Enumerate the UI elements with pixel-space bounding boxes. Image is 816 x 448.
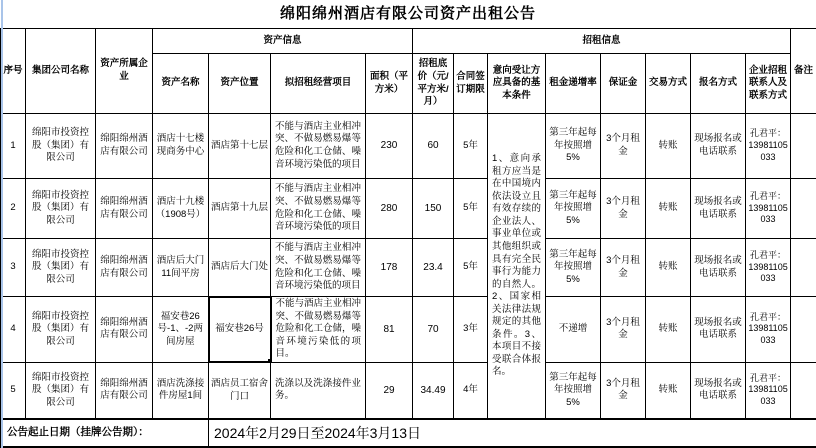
cell-enterprise[interactable]: 绵阳绵州酒店有限公司 xyxy=(96,297,153,363)
frozen-pane-edge xyxy=(1,0,3,448)
cell-area[interactable]: 230 xyxy=(366,114,413,179)
cell-registration[interactable]: 现场报名或电话联系 xyxy=(691,362,746,419)
cell-seq[interactable]: 4 xyxy=(1,297,26,363)
cell-deposit[interactable]: 3个月租金 xyxy=(601,239,646,297)
cell-business[interactable]: 不能与酒店主业相冲突、不做易燃易爆等危险和化工仓储、噪音环境污染低的项目 xyxy=(271,239,366,297)
cell-remark[interactable] xyxy=(791,114,816,179)
cell-asset-name[interactable]: 酒店十七楼现商务中心 xyxy=(153,114,209,179)
cell-asset-location[interactable]: 酒店第十七层 xyxy=(209,114,271,179)
cell-area[interactable]: 280 xyxy=(366,179,413,239)
cell-remark[interactable] xyxy=(791,239,816,297)
cell-remark[interactable] xyxy=(791,179,816,239)
announcement-title: 绵阳绵州酒店有限公司资产出租公告 xyxy=(279,5,536,22)
cell-transaction[interactable]: 转账 xyxy=(646,297,691,363)
cell-asset-location[interactable]: 福安巷26号 xyxy=(209,297,271,363)
cell-rent-increase[interactable]: 不递增 xyxy=(546,297,601,363)
cell-rent-increase[interactable]: 第三年起每年按照增5% xyxy=(546,239,601,297)
table-row xyxy=(1,362,816,419)
group-header-leasing-info: 招租信息 xyxy=(413,29,791,54)
col-header-transaction: 交易方式 xyxy=(646,54,691,114)
table-row xyxy=(1,114,816,179)
cell-group[interactable]: 绵阳市投资控股（集团）有限公司 xyxy=(26,114,96,179)
cell-asset-name[interactable]: 福安巷26号-1、-2两间房屋 xyxy=(153,297,209,363)
cell-enterprise[interactable]: 绵阳绵州酒店有限公司 xyxy=(96,114,153,179)
cell-intent-conditions[interactable]: 1、意向承租方应当是在中国境内依法设立且有效存续的企业法人、事业单位或其他组织或具有完全民事行为能力的自然人。2、国家相关法律法规规定的其他条件。3、本项目不接受联合体报名。 xyxy=(488,114,546,420)
announcement-period-value[interactable]: 2024年2月29日至2024年3月13日 xyxy=(209,419,816,447)
cell-group[interactable]: 绵阳市投资控股（集团）有限公司 xyxy=(26,297,96,363)
cell-base-price[interactable]: 60 xyxy=(413,114,454,179)
col-header-area: 面积（平方米） xyxy=(366,54,413,114)
cell-remark[interactable] xyxy=(791,362,816,419)
cell-seq[interactable]: 1 xyxy=(1,114,26,179)
cell-business[interactable]: 洗涤以及洗涤接件业务。 xyxy=(271,362,366,419)
cell-enterprise[interactable]: 绵阳绵州酒店有限公司 xyxy=(96,362,153,419)
announcement-period-label: 公告起止日期（挂牌公告期）： xyxy=(1,419,209,447)
cell-registration[interactable]: 现场报名或电话联系 xyxy=(691,239,746,297)
cell-base-price[interactable]: 150 xyxy=(413,179,454,239)
cell-registration[interactable]: 现场报名或电话联系 xyxy=(691,297,746,363)
group-header-asset-info: 资产信息 xyxy=(153,29,413,54)
cell-asset-name[interactable]: 酒店后大门11间平房 xyxy=(153,239,209,297)
col-header-contact: 企业招租联系人及联系方式 xyxy=(746,54,791,114)
table-body xyxy=(1,114,816,420)
cell-deposit[interactable]: 3个月租金 xyxy=(601,297,646,363)
cell-contract-term[interactable]: 5年 xyxy=(454,239,488,297)
cell-deposit[interactable]: 3个月租金 xyxy=(601,362,646,419)
col-header-asset-name: 资产名称 xyxy=(153,54,209,114)
cell-registration[interactable]: 现场报名或电话联系 xyxy=(691,114,746,179)
cell-contract-term[interactable]: 3年 xyxy=(454,297,488,363)
cell-enterprise[interactable]: 绵阳绵州酒店有限公司 xyxy=(96,239,153,297)
col-header-enterprise: 资产所属企业 xyxy=(96,29,153,114)
col-header-remark: 备注 xyxy=(791,29,816,114)
cell-business[interactable]: 不能与酒店主业相冲突、不做易燃易爆等危险和化工仓储、噪音环境污染低的项目 xyxy=(271,114,366,179)
cell-base-price[interactable]: 23.4 xyxy=(413,239,454,297)
cell-asset-name[interactable]: 酒店十九楼（1908号） xyxy=(153,179,209,239)
cell-base-price[interactable]: 70 xyxy=(413,297,454,363)
cell-business[interactable]: 不能与酒店主业相冲突、不做易燃易爆等危险和化工仓储，噪音环境污染低的项目。 xyxy=(271,297,366,363)
col-header-seq: 序号 xyxy=(1,29,26,114)
cell-transaction[interactable]: 转账 xyxy=(646,239,691,297)
cell-asset-location[interactable]: 酒店后大门处 xyxy=(209,239,271,297)
cell-rent-increase[interactable]: 第三年起每年按照增5% xyxy=(546,179,601,239)
col-header-registration: 报名方式 xyxy=(691,54,746,114)
col-header-business: 拟招租经营项目 xyxy=(271,54,366,114)
col-header-intent: 意向受让方应具备的基本条件 xyxy=(488,54,546,114)
cell-registration[interactable]: 现场报名或电话联系 xyxy=(691,179,746,239)
col-header-asset-location: 资产位置 xyxy=(209,54,271,114)
cell-asset-location[interactable]: 酒店员工宿舍门口 xyxy=(209,362,271,419)
col-header-rent-increase: 租金递增率 xyxy=(546,54,601,114)
cell-seq[interactable]: 5 xyxy=(1,362,26,419)
table-row xyxy=(1,239,816,297)
cell-contact[interactable]: 孔君平：13981105033 xyxy=(746,297,791,363)
col-header-deposit: 保证金 xyxy=(601,54,646,114)
cell-area[interactable]: 29 xyxy=(366,362,413,419)
cell-group[interactable]: 绵阳市投资控股（集团）有限公司 xyxy=(26,179,96,239)
cell-seq[interactable]: 3 xyxy=(1,239,26,297)
cell-transaction[interactable]: 转账 xyxy=(646,362,691,419)
cell-enterprise[interactable]: 绵阳绵州酒店有限公司 xyxy=(96,179,153,239)
cell-seq[interactable]: 2 xyxy=(1,179,26,239)
cell-group[interactable]: 绵阳市投资控股（集团）有限公司 xyxy=(26,239,96,297)
cell-asset-name[interactable]: 酒店洗涤接件房屋1间 xyxy=(153,362,209,419)
lease-announcement-table xyxy=(0,28,816,448)
cell-rent-increase[interactable]: 第三年起每年按照增5% xyxy=(546,362,601,419)
cell-contact[interactable]: 孔君平：13981105033 xyxy=(746,239,791,297)
cell-area[interactable]: 81 xyxy=(366,297,413,363)
cell-area[interactable]: 178 xyxy=(366,239,413,297)
cell-contact[interactable]: 孔君平：13981105033 xyxy=(746,179,791,239)
cell-rent-increase[interactable]: 第三年起每年按照增5% xyxy=(546,114,601,179)
cell-asset-location[interactable]: 酒店第十九层 xyxy=(209,179,271,239)
table-row xyxy=(1,179,816,239)
cell-contract-term[interactable]: 5年 xyxy=(454,179,488,239)
cell-contract-term[interactable]: 5年 xyxy=(454,114,488,179)
col-header-contract-term: 合同签订期限 xyxy=(454,54,488,114)
cell-business[interactable]: 不能与酒店主业相冲突、不做易燃易爆等危险和化工仓储、噪音环境污染低的项目 xyxy=(271,179,366,239)
cell-base-price[interactable]: 34.49 xyxy=(413,362,454,419)
col-header-group-company: 集团公司名称 xyxy=(26,29,96,114)
cell-transaction[interactable]: 转账 xyxy=(646,114,691,179)
cell-contact[interactable]: 孔君平：13981105033 xyxy=(746,362,791,419)
cell-remark[interactable] xyxy=(791,297,816,363)
table-row xyxy=(1,297,816,363)
cell-deposit[interactable]: 3个月租金 xyxy=(601,114,646,179)
cell-group[interactable]: 绵阳市投资控股（集团）有限公司 xyxy=(26,362,96,419)
cell-contract-term[interactable]: 4年 xyxy=(454,362,488,419)
cell-transaction[interactable]: 转账 xyxy=(646,179,691,239)
cell-deposit[interactable]: 3个月租金 xyxy=(601,179,646,239)
footer-row xyxy=(1,419,816,447)
col-header-base-price: 招租底价（元/平方米/月） xyxy=(413,54,454,114)
cell-contact[interactable]: 孔君平：13981105033 xyxy=(746,114,791,179)
group-header-row xyxy=(1,29,816,54)
